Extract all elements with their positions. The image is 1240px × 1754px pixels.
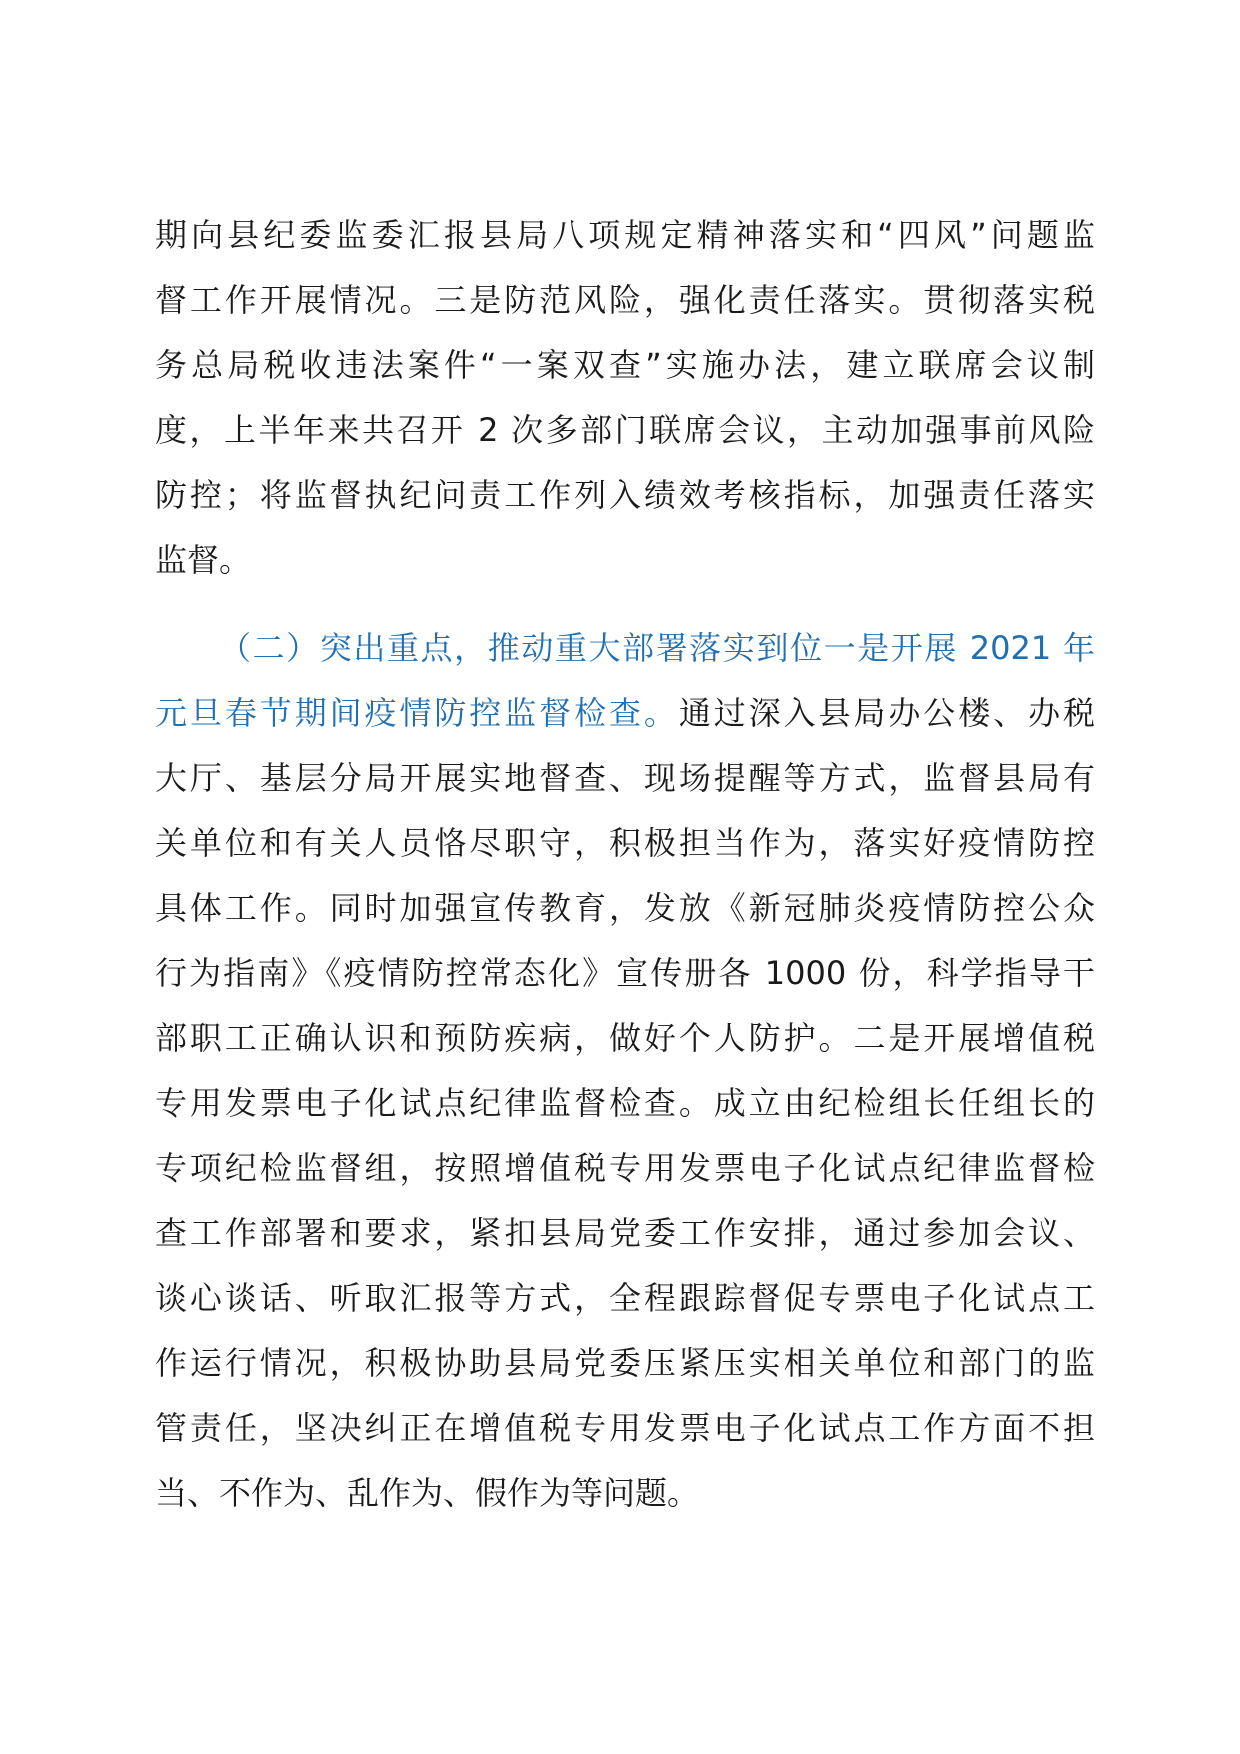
paragraph-line: 专用发票电子化试点纪律监督检查。成立由纪检组长任组长的: [155, 1084, 1095, 1122]
paragraph-text: 通过深入县局办公楼、办税: [678, 694, 1095, 732]
paragraph-line: 具体工作。同时加强宣传教育，发放《新冠肺炎疫情防控公众: [155, 889, 1095, 927]
paragraph-line: 当、不作为、乱作为、假作为等问题。: [155, 1474, 700, 1512]
paragraph-1: [155, 203, 1095, 593]
paragraph-line: 度，上半年来共召开 2 次多部门联席会议，主动加强事前风险: [155, 411, 1095, 449]
paragraph-line: 期向县纪委监委汇报县局八项规定精神落实和“四风”问题监: [155, 216, 1095, 254]
paragraph-line: 督工作开展情况。三是防范风险，强化责任落实。贯彻落实税: [155, 281, 1095, 319]
section-heading: （二）突出重点，推动重大部署落实到位一是开展 2021 年: [219, 629, 1095, 667]
paragraph-line: 关单位和有关人员恪尽职守，积极担当作为，落实好疫情防控: [155, 824, 1095, 862]
paragraph-line: 谈心谈话、听取汇报等方式，全程跟踪督促专票电子化试点工: [155, 1279, 1095, 1317]
paragraph-line: 监督。: [155, 541, 252, 579]
paragraph-line: 务总局税收违法案件“一案双查”实施办法，建立联席会议制: [155, 346, 1095, 384]
paragraph-line: 防控；将监督执纪问责工作列入绩效考核指标，加强责任落实: [155, 476, 1095, 514]
paragraph-line: 作运行情况，积极协助县局党委压紧压实相关单位和部门的监: [155, 1344, 1095, 1382]
paragraph-line: 部职工正确认识和预防疾病，做好个人防护。二是开展增值税: [155, 1019, 1095, 1057]
paragraph-line: 专项纪检监督组，按照增值税专用发票电子化试点纪律监督检: [155, 1149, 1095, 1187]
paragraph-2: [155, 616, 1095, 1526]
paragraph-line: 管责任，坚决纠正在增值税专用发票电子化试点工作方面不担: [155, 1409, 1095, 1447]
paragraph-line: 查工作部署和要求，紧扣县局党委工作安排，通过参加会议、: [155, 1214, 1095, 1252]
paragraph-line-mixed: [155, 681, 1095, 746]
paragraph-line: 行为指南》《疫情防控常态化》宣传册各 1000 份，科学指导干: [155, 954, 1095, 992]
section-heading-continued: 元旦春节期间疫情防控监督检查。: [155, 694, 679, 732]
paragraph-line: 大厅、基层分局开展实地督查、现场提醒等方式，监督县局有: [155, 759, 1095, 797]
